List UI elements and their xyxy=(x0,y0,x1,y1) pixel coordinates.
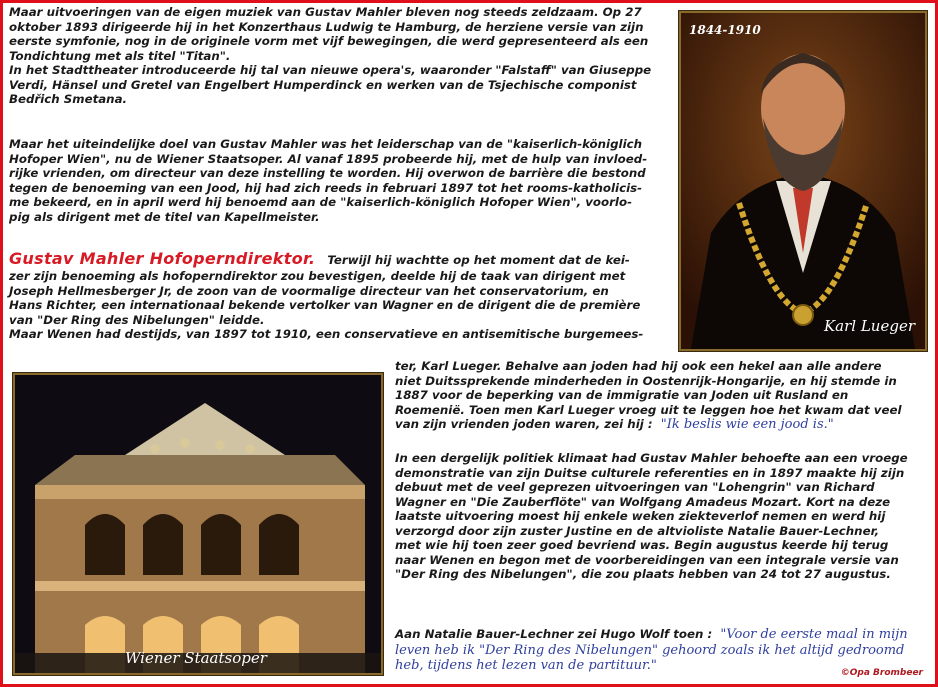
opera-caption: Wiener Staatsoper xyxy=(125,649,267,667)
credit-label: ©Opa Brombeer xyxy=(840,668,923,678)
paragraph-4: ter, Karl Lueger. Behalve aan joden had hij ook een hekel aan alle andere niet Duitssprekende minderheden in Oostenrijk-Hongarije, en hij stemde in 1887 voor de beperking van de immigratie van Joden uit Rusland en Roemenië. Toen men Karl Lueger vroeg uit te leggen hoe het kwam dat veel van zijn vrienden joden waren, zei hij : "Ik beslis wie een jood is." xyxy=(395,359,902,432)
wiener-staatsoper-photo xyxy=(13,373,383,675)
paragraph-3-start: Terwijl hij wachtte op het moment dat de kei- xyxy=(327,253,630,267)
paragraph-5: In een dergelijk politiek klimaat had Gustav Mahler behoefte aan een vroege demonstratie van zijn Duitse culturele referenties en in 1897 maakte hij zijn debuut met de veel geprezen uitvoeringen van "Lohengrin" van Richard Wagner en "Die Zauberflöte" van Wolfgang Amadeus Mozart. Kort na deze laatste uitvoering moest hij enkele weken ziekteverlof nemen en werd hij verzorgd door zijn zuster Justine en de altvioliste Natalie Bauer-Lechner, met wie hij toen zeer goed bevriend was. Begin augustus keerde hij terug naar Wenen en begon met de voorbereidingen van een integrale versie van "Der Ring des Nibelungen", die zou plaats hebben van 24 tot 27 augustus. xyxy=(395,451,908,581)
wolf-quote-line-3: heb, tijdens het lezen van de partituur." xyxy=(395,658,657,673)
wolf-quote-line-2: leven heb ik "Der Ring des Nibelungen" gehoord zoals ik het altijd gedroomd xyxy=(395,642,905,658)
section-heading: Gustav Mahler Hofoperndirektor. xyxy=(9,249,316,268)
heading-line xyxy=(9,249,630,270)
wolf-quote-line-1: "Voor de eerste maal in mijn xyxy=(720,627,908,642)
paragraph-3: zer zijn benoeming als hofoperndirektor zou bevestigen, deelde hij de taak van dirigent met Joseph Hellmesberger Jr, de zoon van de voormalige directeur van het conservatorium, en Hans Richter, een internationaal bekende vertolker van Wagner en de dirigent die de première van "Der Ring des Nibelungen" leidde. Maar Wenen had destijds, van 1897 tot 1910, een conservatieve en antisemitische burgemees- xyxy=(9,269,644,341)
paragraph-2: Maar het uiteindelijke doel van Gustav Mahler was het leiderschap van de "kaiserlich-königlich Hofoper Wien", nu de Wiener Staatsoper. Al vanaf 1895 probeerde hij, met de hulp van invloed- rijke vrienden, om directeur van deze instelling te worden. Hij overwon de barrière die bestond tegen de benoeming van een Jood, hij had zich reeds in februari 1897 tot het rooms-katholicis- me bekeerd, en in april werd hij benoemd aan de "kaiserlich-königlich Hofoper Wien", voorlo- pig als dirigent met de titel van Kapellmeister. xyxy=(9,137,648,224)
lueger-quote: "Ik beslis wie een jood is." xyxy=(660,417,834,432)
karl-lueger-portrait xyxy=(679,11,927,351)
portrait-caption: Karl Lueger xyxy=(823,317,915,335)
opera-illustration xyxy=(15,375,381,673)
portrait-illustration xyxy=(681,13,925,349)
portrait-years: 1844-1910 xyxy=(689,23,761,37)
paragraph-6: Aan Natalie Bauer-Lechner zei Hugo Wolf toen : "Voor de eerste maal in mijn leven heb ik "Der Ring des Nibelungen" gehoord zoals ik het altijd gedroomd heb, tijdens het lezen van de partituur." xyxy=(395,627,908,673)
paragraph-1: Maar uitvoeringen van de eigen muziek van Gustav Mahler bleven nog steeds zeldzaam. Op 27 oktober 1893 dirigeerde hij in het Konzerthaus Ludwig te Hamburg, de herziene versie van zijn eerste symfonie, nog in de originele vorm met vijf bewegingen, die werd gepresenteerd als een Tondichtung met als titel "Titan". In het Stadttheater introduceerde hij tal van nieuwe opera's, waaronder "Falstaff" van Giuseppe Verdi, Hänsel und Gretel van Engelbert Humperdinck en werken van de Tsjechische componist Bedřich Smetana. xyxy=(9,5,652,106)
